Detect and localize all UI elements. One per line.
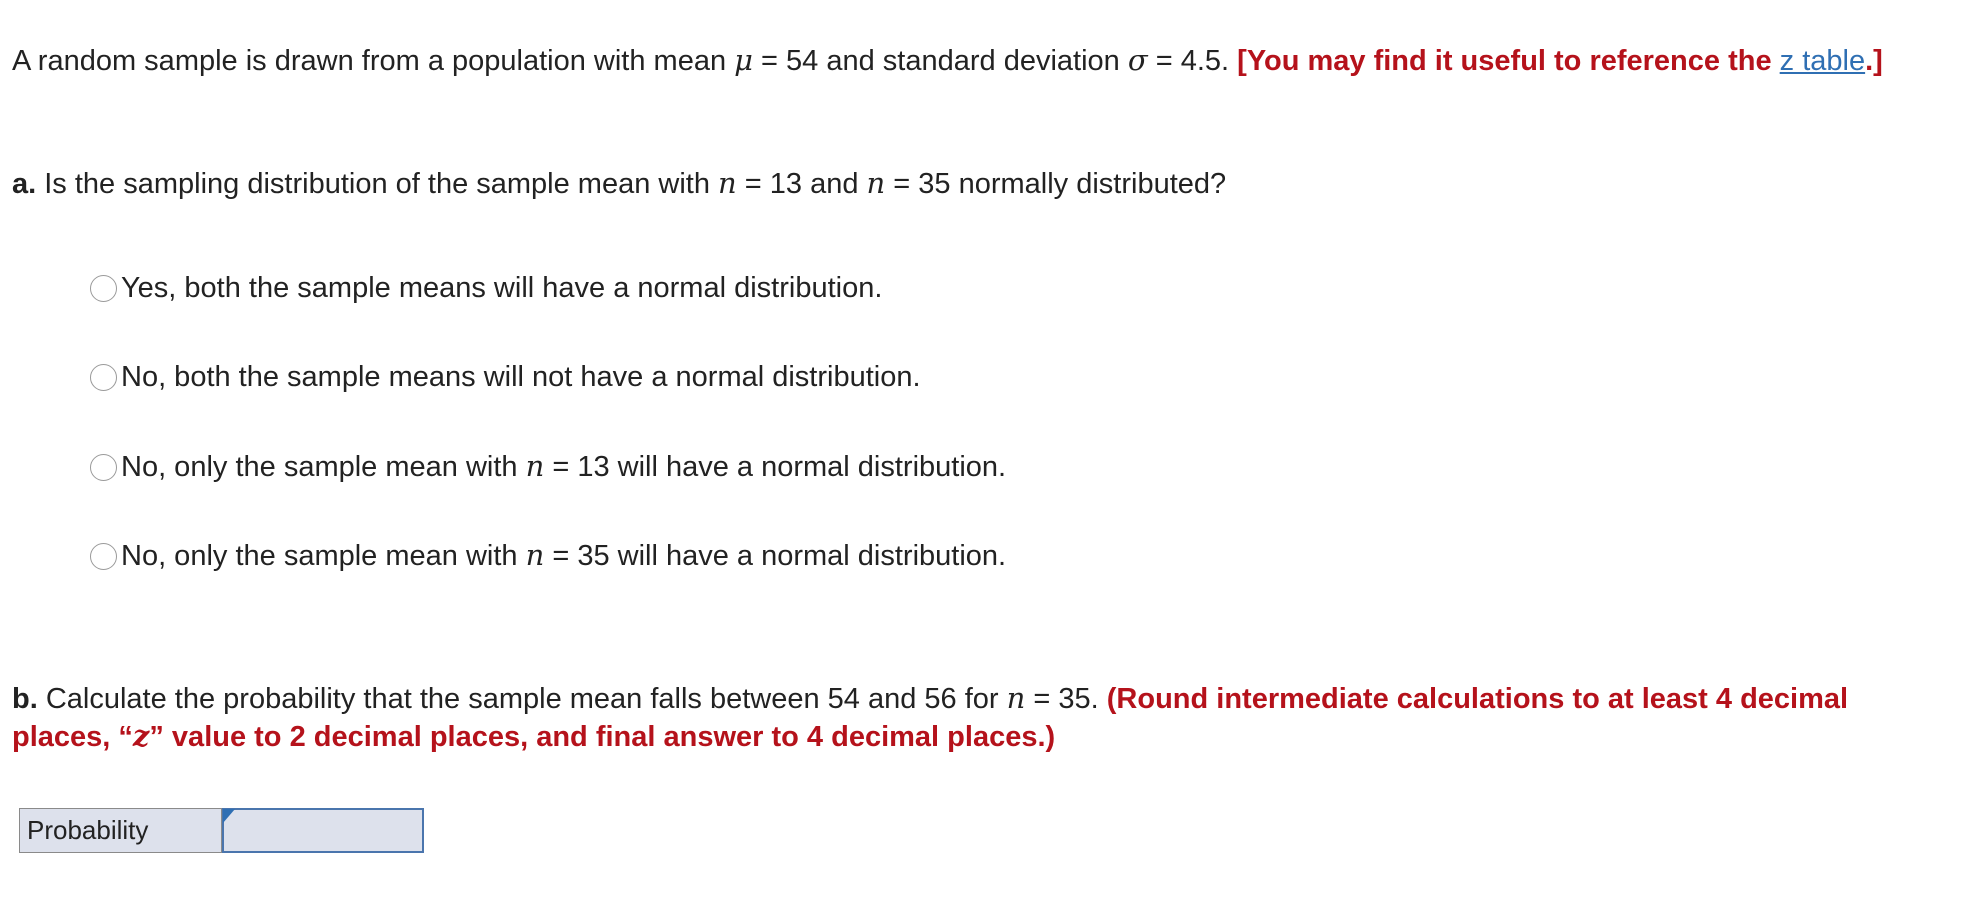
- option-label: [121, 448, 1006, 486]
- intro-text-3: = 4.5.: [1147, 45, 1238, 77]
- part-a-text-3: = 35 normally distributed?: [885, 168, 1227, 200]
- z-table-link[interactable]: z table: [1779, 45, 1866, 77]
- option-label: Yes, both the sample means will have a normal distribution.: [121, 272, 883, 304]
- option-a2[interactable]: [90, 359, 921, 396]
- intro-text: A random sample is drawn from a population with mean: [12, 45, 735, 77]
- probability-label: Probability: [19, 808, 222, 853]
- radio-button[interactable]: [90, 454, 117, 481]
- problem-intro: [12, 42, 1942, 80]
- option-text: No, only the sample mean with: [121, 451, 526, 483]
- part-b-text: Calculate the probability that the sample mean falls between 54 and 56 for: [37, 683, 1007, 715]
- sigma-symbol: σ: [1127, 43, 1148, 77]
- option-text: No, only the sample mean with: [121, 540, 526, 572]
- input-flag-icon: [223, 809, 235, 823]
- radio-button[interactable]: [90, 275, 117, 302]
- mu-symbol: μ: [734, 43, 753, 77]
- n-symbol: n: [1006, 681, 1026, 715]
- n-symbol: n: [718, 166, 737, 200]
- option-text: = 13 will have a normal distribution.: [544, 451, 1007, 483]
- hint-close: .]: [1865, 45, 1883, 77]
- probability-input[interactable]: [224, 810, 422, 851]
- n-symbol: n: [525, 449, 545, 483]
- part-a-question: [12, 165, 1942, 203]
- option-label: [121, 537, 1006, 575]
- reference-hint: [1237, 45, 1883, 77]
- z-symbol: z: [132, 719, 150, 753]
- part-b-text-2: = 35.: [1025, 683, 1107, 715]
- part-b-label: b.: [12, 683, 38, 715]
- option-text: = 35 will have a normal distribution.: [544, 540, 1007, 572]
- radio-button[interactable]: [90, 543, 117, 570]
- radio-button[interactable]: [90, 364, 117, 391]
- hint-text: [You may find it useful to reference the: [1237, 45, 1780, 77]
- probability-cell[interactable]: [222, 808, 424, 853]
- n-symbol: n: [525, 538, 545, 572]
- n-symbol: n: [866, 166, 886, 200]
- intro-text-2: = 54 and standard deviation: [753, 45, 1128, 77]
- option-a1[interactable]: [90, 270, 882, 307]
- option-a3[interactable]: [90, 448, 1006, 486]
- instruction-text-2: ” value to 2 decimal places, and final answer to 4 decimal places.): [149, 721, 1056, 753]
- part-b-question: [12, 680, 1942, 756]
- answer-table: [19, 808, 424, 853]
- part-a-label: a.: [12, 168, 37, 200]
- option-label: No, both the sample means will not have a normal distribution.: [121, 361, 921, 393]
- instruction-text: (Round intermediate calculations to at least 4 decimal places, “: [12, 683, 1849, 753]
- part-a-text: Is the sampling distribution of the sample mean with: [36, 168, 719, 200]
- part-a-text-2: = 13 and: [736, 168, 867, 200]
- option-a4[interactable]: [90, 537, 1006, 575]
